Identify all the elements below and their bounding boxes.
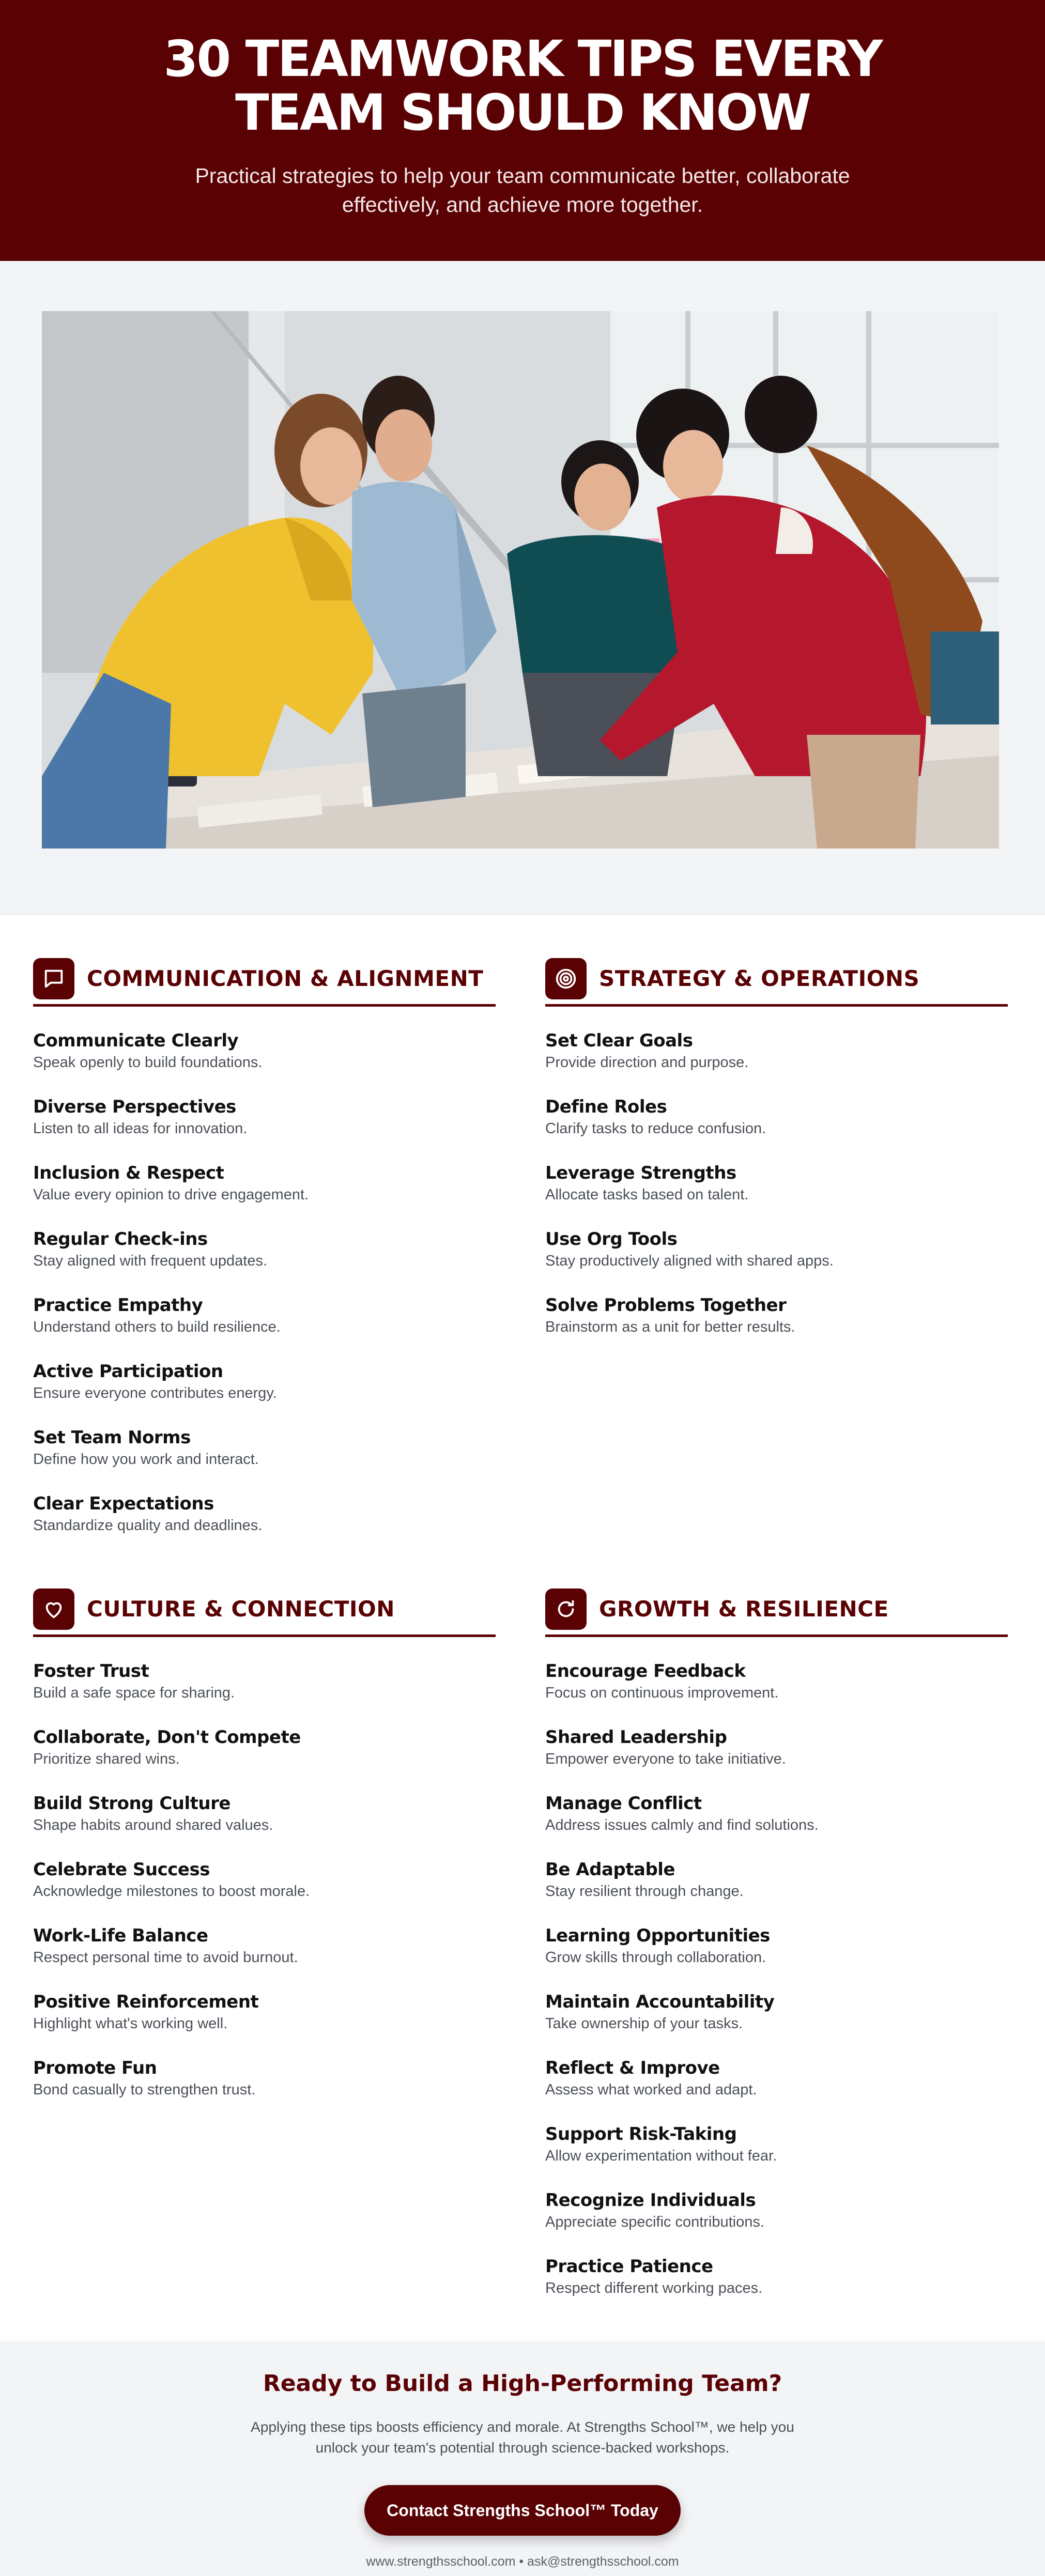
tip-title: Recognize Individuals	[545, 2190, 756, 2211]
tip-title: Promote Fun	[33, 2058, 157, 2078]
section-header	[545, 957, 1008, 1007]
tip-item	[545, 1229, 1008, 1295]
tip-description: Stay aligned with frequent updates.	[33, 1253, 268, 1269]
tip-description: Respect personal time to avoid burnout.	[33, 1949, 298, 1966]
tip-description: Ensure everyone contributes energy.	[33, 1385, 277, 1401]
tip-title: Maintain Accountability	[545, 1992, 775, 2012]
tip-title: Celebrate Success	[33, 1859, 210, 1880]
tip-item	[33, 1295, 496, 1361]
tip-description: Highlight what's working well.	[33, 2015, 228, 2032]
chat-bubble-icon	[33, 958, 74, 999]
tip-item	[33, 1361, 496, 1427]
tip-description: Address issues calmly and find solutions.	[545, 1817, 819, 1833]
tip-item	[33, 1030, 496, 1097]
tip-list	[33, 1030, 496, 1560]
tip-title: Use Org Tools	[545, 1229, 678, 1250]
tip-item	[545, 1859, 1008, 1925]
tip-item	[545, 1030, 1008, 1097]
tip-title: Positive Reinforcement	[33, 1992, 259, 2012]
section-header	[33, 957, 496, 1007]
tip-description: Value every opinion to drive engagement.	[33, 1186, 309, 1203]
tip-description: Bond casually to strengthen trust.	[33, 2081, 256, 2098]
tip-title: Manage Conflict	[545, 1793, 702, 1814]
tip-item	[33, 1163, 496, 1229]
tip-description: Provide direction and purpose.	[545, 1054, 749, 1071]
cta-title: Ready to Build a High-Performing Team?	[263, 2370, 782, 2397]
tip-item	[33, 2058, 496, 2124]
tip-description: Stay resilient through change.	[545, 1883, 744, 1900]
section-title: STRATEGY & OPERATIONS	[599, 966, 920, 991]
tip-description: Acknowledge milestones to boost morale.	[33, 1883, 310, 1900]
tip-title: Build Strong Culture	[33, 1793, 230, 1814]
tip-item	[33, 1793, 496, 1859]
tip-description: Clarify tasks to reduce confusion.	[545, 1120, 766, 1137]
tip-title: Foster Trust	[33, 1661, 149, 1682]
tip-title: Learning Opportunities	[545, 1925, 770, 1946]
tip-item	[33, 1925, 496, 1992]
tip-title: Be Adaptable	[545, 1859, 675, 1880]
tip-title: Communicate Clearly	[33, 1030, 239, 1051]
tip-title: Clear Expectations	[33, 1493, 214, 1514]
cta-section	[0, 2341, 1045, 2576]
tip-title: Leverage Strengths	[545, 1163, 736, 1183]
tip-description: Speak openly to build foundations.	[33, 1054, 263, 1071]
tip-title: Practice Patience	[545, 2256, 713, 2277]
photo-section	[0, 261, 1045, 915]
tip-description: Shape habits around shared values.	[33, 1817, 273, 1833]
tip-description: Empower everyone to take initiative.	[545, 1751, 786, 1767]
tip-item	[545, 1661, 1008, 1727]
tip-description: Focus on continuous improvement.	[545, 1685, 779, 1701]
tip-item	[33, 1992, 496, 2058]
tip-description: Allocate tasks based on talent.	[545, 1186, 749, 1203]
tip-item	[33, 1493, 496, 1560]
refresh-icon	[545, 1588, 587, 1630]
team-photo	[42, 311, 999, 849]
section-growth-resilience	[545, 1587, 1008, 2322]
tip-list	[545, 1030, 1008, 1361]
tip-list	[545, 1661, 1008, 2322]
tip-item	[545, 2256, 1008, 2322]
tip-item	[545, 2058, 1008, 2124]
tip-description: Allow experimentation without fear.	[545, 2148, 777, 2164]
section-title: CULTURE & CONNECTION	[87, 1596, 395, 1622]
team-photo-illustration	[42, 311, 999, 849]
tip-title: Solve Problems Together	[545, 1295, 787, 1316]
tip-description: Listen to all ideas for innovation.	[33, 1120, 248, 1137]
tip-item	[545, 1793, 1008, 1859]
tip-title: Encourage Feedback	[545, 1661, 746, 1682]
tip-item	[33, 1229, 496, 1295]
tip-description: Stay productively aligned with shared apps.	[545, 1253, 834, 1269]
section-header	[33, 1587, 496, 1637]
tip-item	[33, 1427, 496, 1493]
section-culture-connection	[33, 1587, 496, 2124]
tip-description: Assess what worked and adapt.	[545, 2081, 757, 2098]
section-strategy-operations	[545, 957, 1008, 1361]
contact-button[interactable]: Contact Strengths School™ Today	[364, 2485, 681, 2536]
tip-description: Appreciate specific contributions.	[545, 2214, 764, 2230]
heart-icon	[33, 1588, 74, 1630]
tip-title: Active Participation	[33, 1361, 223, 1382]
contact-footer[interactable]: www.strengthsschool.com • ask@strengthsschool.com	[366, 2554, 679, 2569]
tip-item	[545, 1097, 1008, 1163]
tip-description: Respect different working paces.	[545, 2280, 763, 2296]
page-subtitle: Practical strategies to help your team communicate better, collaborate effectively, and achieve more together.	[195, 164, 850, 217]
tips-sections	[0, 915, 1045, 2341]
tip-item	[33, 1727, 496, 1793]
tip-description: Understand others to build resilience.	[33, 1319, 281, 1335]
section-header	[545, 1587, 1008, 1637]
tip-item	[545, 1727, 1008, 1793]
tip-title: Diverse Perspectives	[33, 1097, 236, 1117]
tip-item	[33, 1661, 496, 1727]
tip-item	[33, 1097, 496, 1163]
tip-description: Prioritize shared wins.	[33, 1751, 180, 1767]
tip-description: Brainstorm as a unit for better results.	[545, 1319, 795, 1335]
tip-title: Reflect & Improve	[545, 2058, 720, 2078]
section-title: COMMUNICATION & ALIGNMENT	[87, 966, 484, 991]
tip-title: Shared Leadership	[545, 1727, 727, 1748]
tip-item	[545, 1295, 1008, 1361]
tip-title: Inclusion & Respect	[33, 1163, 224, 1183]
tip-title: Support Risk-Taking	[545, 2124, 737, 2145]
tip-description: Take ownership of your tasks.	[545, 2015, 743, 2032]
hero-header	[0, 0, 1045, 261]
tip-list	[33, 1661, 496, 2124]
tip-title: Regular Check-ins	[33, 1229, 208, 1250]
tip-description: Standardize quality and deadlines.	[33, 1517, 263, 1534]
tip-item	[33, 1859, 496, 1925]
tip-item	[545, 2124, 1008, 2190]
tip-description: Define how you work and interact.	[33, 1451, 259, 1468]
target-icon	[545, 958, 587, 999]
tip-title: Set Team Norms	[33, 1427, 191, 1448]
tip-description: Grow skills through collaboration.	[545, 1949, 766, 1966]
tip-item	[545, 1992, 1008, 2058]
tip-title: Collaborate, Don't Compete	[33, 1727, 301, 1748]
tip-title: Practice Empathy	[33, 1295, 203, 1316]
tip-item	[545, 1163, 1008, 1229]
tip-title: Define Roles	[545, 1097, 667, 1117]
tip-title: Work-Life Balance	[33, 1925, 208, 1946]
section-title: GROWTH & RESILIENCE	[599, 1596, 889, 1622]
tip-title: Set Clear Goals	[545, 1030, 693, 1051]
tip-description: Build a safe space for sharing.	[33, 1685, 235, 1701]
page-title: 30 TEAMWORK TIPS EVERY TEAM SHOULD KNOW	[163, 30, 882, 142]
tip-item	[545, 1925, 1008, 1992]
cta-body: Applying these tips boosts efficiency and morale. At Strengths School™, we help you unlock your team's potential through science-backed workshops.	[251, 2419, 794, 2456]
tip-item	[545, 2190, 1008, 2256]
section-communication-alignment	[33, 957, 496, 1560]
